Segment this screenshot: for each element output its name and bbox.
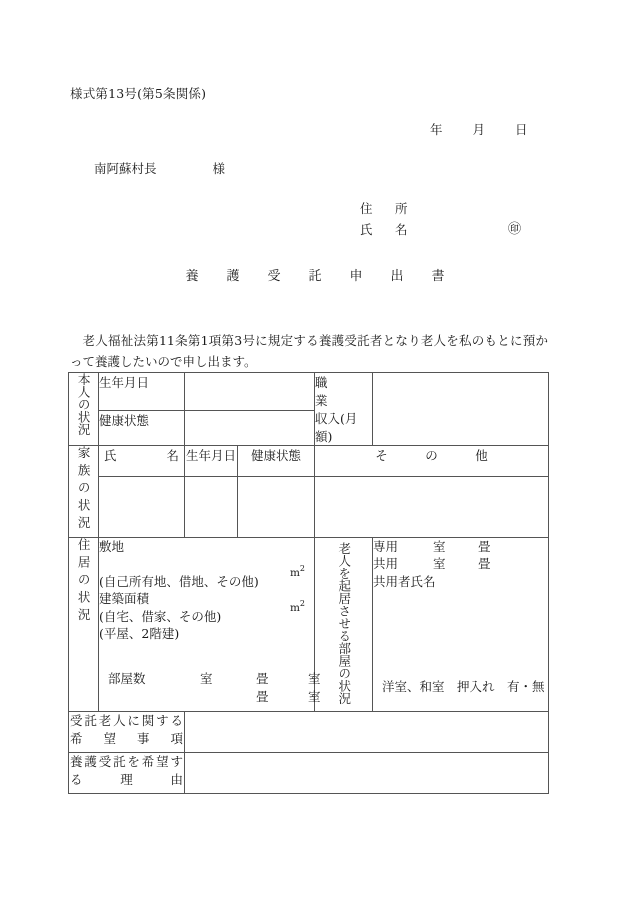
row-label-person-status-text: 本人の状況	[76, 373, 92, 436]
addressee-name: 南阿蘇村長	[94, 161, 157, 176]
site-options: (自己所有地、借地、その他)	[99, 573, 259, 589]
row-label-old-person-room	[315, 537, 373, 712]
col-header-family-name: 氏 名	[99, 446, 185, 477]
private-label: 専用	[373, 538, 399, 554]
rooms-label: 部屋数	[108, 671, 146, 686]
cell-family-birthdate-value[interactable]	[185, 476, 238, 537]
birthdate-label: 生年月日	[99, 375, 150, 390]
table-row-housing	[69, 537, 549, 712]
applicant-name-label: 氏 名	[360, 222, 413, 237]
date-month-label: 月	[472, 122, 486, 137]
site-unit: $m^2$	[289, 563, 306, 579]
addressee-line	[94, 159, 225, 177]
cell-family-other-value[interactable]	[315, 476, 549, 537]
cell-occupation-income-value[interactable]	[373, 373, 549, 446]
row-label-person-status	[69, 373, 99, 446]
shared-room-unit: 室	[433, 556, 446, 571]
col-header-family-health: 健康状態	[238, 446, 315, 477]
health-label: 健康状態	[99, 413, 150, 428]
floor-area-unit: $m^2$	[289, 598, 306, 614]
house-options: (自宅、借家、その他)	[99, 608, 222, 624]
row-label-wishes-line2: 希 望 事 項	[70, 731, 183, 746]
form-number: 様式第13号(第5条関係)	[70, 86, 207, 101]
row-label-wishes	[69, 712, 185, 753]
applicant-address-row	[360, 198, 413, 219]
cell-health-value[interactable]	[185, 411, 315, 446]
table-row-family-entry	[69, 476, 549, 537]
site-label: 敷地	[99, 538, 125, 554]
occupation-label: 職 業	[315, 375, 366, 408]
col-header-family-birthdate: 生年月日	[185, 446, 238, 477]
story-options: (平屋、2階建)	[99, 626, 180, 641]
room-type-label: 洋室、和室 押入れ 有・無	[382, 678, 545, 694]
room-count-row-2	[108, 688, 321, 706]
table-row-wishes	[69, 712, 549, 753]
row-label-housing-status	[69, 537, 99, 712]
seal-icon: ㊞	[508, 222, 522, 237]
shared-label: 共用	[373, 556, 399, 571]
private-room-row	[373, 538, 548, 556]
shared-room-row	[373, 555, 548, 573]
shared-user-name-row	[373, 573, 548, 591]
cell-reason-value[interactable]	[185, 753, 549, 794]
row-label-family-status-text: 家族の状況	[76, 446, 92, 534]
row-label-reason-line2: る 理 由	[70, 772, 183, 787]
cell-housing-details[interactable]	[99, 537, 321, 712]
shared-user-name-label: 共用者氏名	[373, 573, 436, 589]
row-label-reason-line1: 養護受託を希望す	[70, 754, 183, 769]
floor-area-label: 建築面積	[99, 591, 150, 606]
rooms-unit-room: 室	[200, 671, 213, 686]
date-day-label: 日	[515, 122, 528, 137]
rooms-unit-tatami: 畳	[256, 671, 269, 686]
applicant-name-row	[360, 219, 522, 240]
addressee-honorific: 様	[212, 161, 226, 176]
private-room-unit: 室	[433, 538, 446, 554]
rooms-unit-tatami2: 畳	[256, 688, 269, 704]
applicant-address-label: 住 所	[360, 201, 413, 216]
income-label: 収入(月額)	[315, 411, 358, 444]
row-label-reason	[69, 753, 185, 794]
rooms-unit-room2: 室	[308, 671, 321, 686]
date-year-label: 年	[430, 122, 443, 137]
cell-health-label	[99, 411, 185, 446]
date-line	[430, 120, 528, 138]
shared-tatami-unit: 畳	[478, 556, 491, 571]
row-label-old-person-room-text: 老人を起居させる部屋の状況	[336, 541, 352, 704]
body-paragraph: 老人福祉法第11条第1項第3号に規定する養護受託者となり老人を私のもとに預かって養護したいので申し出ます。	[70, 333, 548, 369]
cell-family-name-value[interactable]	[99, 476, 185, 537]
applicant-block	[360, 198, 522, 240]
table-row-reason	[69, 753, 549, 794]
cell-wishes-value[interactable]	[185, 712, 549, 753]
row-label-housing-status-text: 住居の状況	[76, 537, 92, 625]
cell-birthdate-value[interactable]	[185, 373, 315, 411]
room-count-row-1	[108, 670, 321, 688]
cell-old-person-room-details[interactable]	[373, 537, 549, 712]
col-header-family-other: そ の 他	[315, 446, 549, 477]
page-title: 養 護 受 託 申 出 書	[185, 269, 452, 284]
cell-occupation-income-label	[315, 373, 373, 446]
cell-birthdate-label	[99, 373, 185, 411]
table-row-person-birthdate	[69, 373, 549, 411]
table-row-family-headers	[69, 446, 549, 477]
room-count-block	[108, 670, 321, 705]
private-tatami-unit: 畳	[478, 538, 491, 554]
rooms-unit-room3: 室	[308, 688, 321, 704]
application-table	[68, 372, 549, 794]
row-label-family-status	[69, 446, 99, 538]
cell-family-health-value[interactable]	[238, 476, 315, 537]
row-label-wishes-line1: 受託老人に関する	[70, 713, 183, 728]
